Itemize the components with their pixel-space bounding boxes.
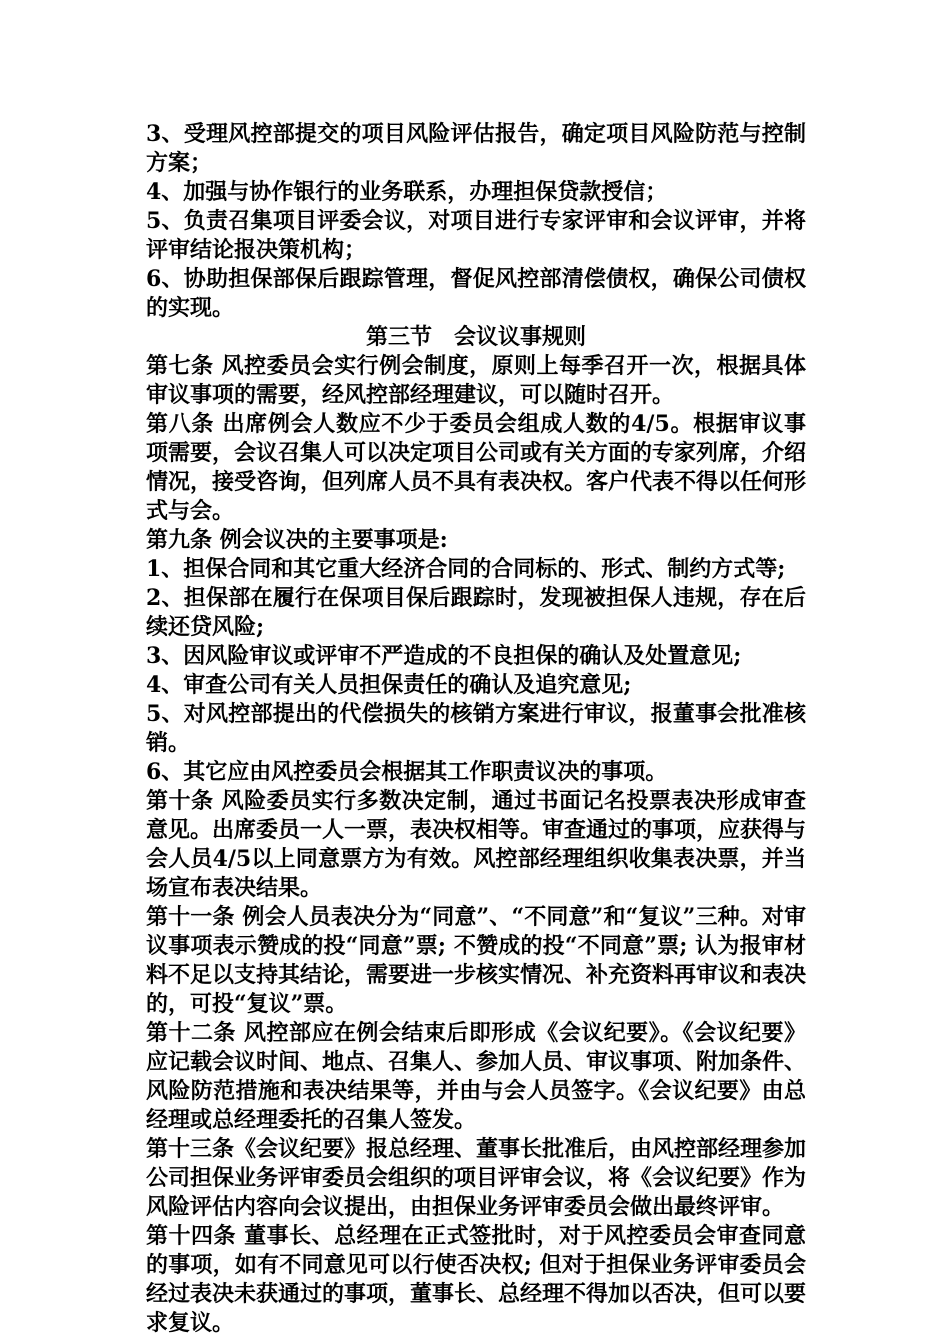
- article-12: 第十二条 风控部应在例会结束后即形成《会议纪要》。《会议纪要》应记载会议时间、地点、召集人、参加人员、审议事项、附加条件、风险防范措施和表决结果等，并由与会人员签字。《会议纪要》由总经理或总经理委托的召集人签发。: [146, 1020, 807, 1133]
- article-14: 第十四条 董事长、总经理在正式签批时，对于风控委员会审查同意的事项，如有不同意见可以行使否决权; 但对于担保业务评审委员会经过表决未获通过的事项，董事长、总经理不得加以否决，但可以要求复议。: [146, 1223, 807, 1336]
- article-10: 第十条 风险委员实行多数决定制，通过书面记名投票表决形成审查意见。出席委员一人一票，表决权相等。审查通过的事项，应获得与会人员4/5以上同意票方为有效。风控部经理组织收集表决票，并当场宣布表决结果。: [146, 788, 807, 901]
- paragraph-item-4: 4、加强与协作银行的业务联系，办理担保贷款授信；: [146, 179, 668, 205]
- article-9-item-3: 3、因风险审议或评审不严造成的不良担保的确认及处置意见;: [146, 643, 742, 669]
- article-9-item-5: 5、对风控部提出的代偿损失的核销方案进行审议，报董事会批准核销。: [146, 701, 806, 756]
- article-13: 第十三条《会议纪要》报总经理、董事长批准后，由风控部经理参加公司担保业务评审委员会组织的项目评审会议，将《会议纪要》作为风险评估内容向会议提出，由担保业务评审委员会做出最终评审。: [146, 1136, 807, 1220]
- paragraph-item-3: 3、受理风控部提交的项目风险评估报告，确定项目风险防范与控制方案；: [146, 121, 806, 176]
- paragraph-item-6: 6、协助担保部保后跟踪管理，督促风控部清偿债权，确保公司债权的实现。: [146, 266, 806, 321]
- article-7: 第七条 风控委员会实行例会制度，原则上每季召开一次，根据具体审议事项的需要，经风控部经理建议，可以随时召开。: [146, 353, 806, 408]
- document-page: [146, 120, 806, 1338]
- article-9-item-2: 2、担保部在履行在保项目保后跟踪时，发现被担保人违规，存在后续还贷风险;: [146, 585, 806, 640]
- article-9-item-6: 6、其它应由风控委员会根据其工作职责议决的事项。: [146, 759, 668, 785]
- paragraph-item-5: 5、负责召集项目评委会议，对项目进行专家评审和会议评审，并将评审结论报决策机构；: [146, 208, 806, 263]
- article-9-item-4: 4、审查公司有关人员担保责任的确认及追究意见;: [146, 672, 632, 698]
- article-9: 第九条 例会议决的主要事项是:: [146, 527, 448, 553]
- article-11: 第十一条 例会人员表决分为“同意”、“不同意”和“复议”三种。对审议事项表示赞成的投“同意”票; 不赞成的投“不同意”票; 认为报审材料不足以支持其结论，需要进一步核实情况、补充资料再审议和表决的，可投“复议”票。: [146, 904, 807, 1017]
- article-9-item-1: 1、担保合同和其它重大经济合同的合同标的、形式、制约方式等;: [146, 556, 786, 582]
- article-8: 第八条 出席例会人数应不少于委员会组成人数的4/5。根据审议事项需要，会议召集人可以决定项目公司或有关方面的专家列席，介绍情况，接受咨询，但列席人员不具有表决权。客户代表不得以任何形式与会。: [146, 411, 807, 524]
- section-heading: 第三节 会议议事规则: [365, 324, 586, 350]
